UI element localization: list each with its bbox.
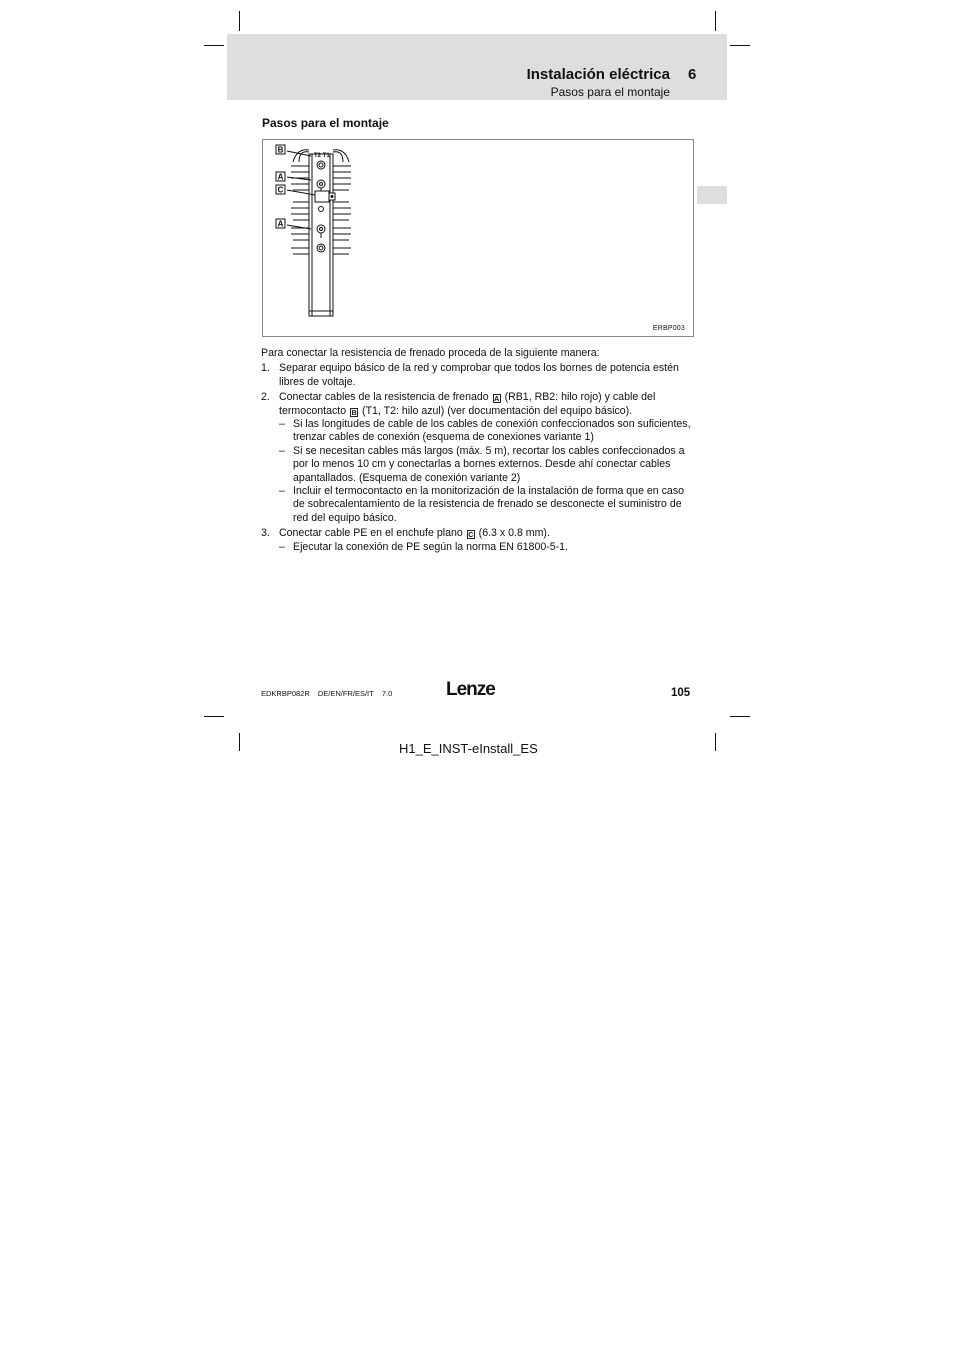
sub-item: – Ejecutar la conexión de PE según la norma EN 61800-5-1. (279, 540, 569, 553)
figure-code: ERBP003 (652, 325, 685, 332)
body-text (261, 347, 693, 556)
figure-label-a-upper: A (277, 172, 284, 182)
svg-text:T2 T1: T2 T1 (314, 153, 330, 159)
sub-item: – Incluir el termocontacto en la monitorización de la instalación de forma que en caso de sobrecalentamiento de la resistencia de frenado se desconecte el suministro de red del equipo básico. (279, 485, 685, 524)
key-glyph-a: A (494, 396, 500, 404)
chapter-side-tab (697, 186, 727, 204)
step-number: 1. (261, 362, 270, 375)
step-text: Separar equipo básico de la red y comprobar que todos los bornes de potencia estén libres de voltaje. (279, 362, 679, 388)
figure-frame (262, 139, 694, 337)
footer-document-info (261, 689, 396, 698)
step-item (261, 362, 693, 389)
step-item (261, 527, 693, 554)
crop-mark (730, 45, 750, 46)
section-heading: Pasos para el montaje (262, 116, 389, 130)
sub-list (279, 541, 693, 554)
doc-version: 7.0 (381, 689, 393, 698)
step-number: 2. (261, 391, 270, 404)
figure-label-c: C (277, 185, 284, 195)
figure-key-labels (276, 145, 285, 228)
doc-number: EDKRBP082R (261, 689, 310, 698)
figure-label-a-lower: A (277, 219, 284, 229)
crop-mark (715, 11, 716, 31)
sub-list (279, 418, 693, 525)
crop-mark (730, 716, 750, 717)
step-item (261, 391, 693, 525)
step-number: 3. (261, 527, 270, 540)
crop-mark (204, 716, 224, 717)
step-text: Conectar cable PE en el enchufe plano C (6.3 x 0.8 mm). (279, 527, 550, 540)
chapter-subtitle: Pasos para el montaje (550, 85, 670, 99)
crop-mark (239, 11, 240, 31)
step-text: Conectar cables de la resistencia de frenado A (RB1, RB2: hilo rojo) y cable del termocontacto B (T1, T2: hilo azul) (ver documentación del equipo básico). (279, 391, 656, 417)
chapter-number: 6 (688, 66, 697, 83)
brake-resistor-diagram (263, 140, 695, 338)
file-identifier: H1_E_INST-eInstall_ES (399, 741, 538, 756)
crop-mark (204, 45, 224, 46)
sub-item: – Si se necesitan cables más largos (máx. 5 m), recortar los cables confeccionados a por lo menos 10 cm y conectarlas a bornes externos. Desde ahí conectar cables apantallados. (Esquema de conexión variante 2) (279, 444, 685, 484)
sub-item: – Si las longitudes de cable de los cables de conexión confeccionados son suficientes, trenzar cables de conexión (esquema de conexiones variante 1) (279, 418, 691, 444)
page-number: 105 (671, 687, 691, 699)
crop-mark (239, 733, 240, 751)
crop-mark (715, 733, 716, 751)
chapter-title: Instalación eléctrica (526, 66, 670, 83)
figure-label-b: B (277, 145, 284, 155)
intro-paragraph: Para conectar la resistencia de frenado proceda de la siguiente manera: (261, 347, 600, 359)
lenze-logo: Lenze (446, 679, 495, 700)
key-glyph-c: C (468, 532, 474, 540)
doc-languages: DE/EN/FR/ES/IT (317, 689, 374, 698)
steps-list (261, 362, 693, 554)
key-glyph-b: B (351, 409, 357, 417)
